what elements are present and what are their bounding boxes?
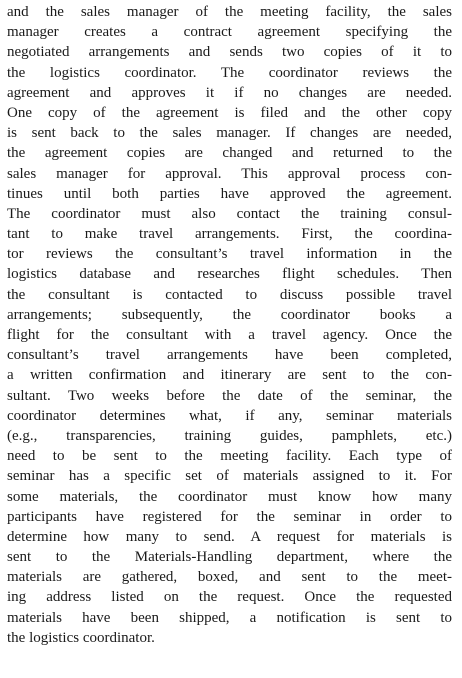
text-line: participants have registered for the seminar in order to <box>7 508 452 525</box>
text-line: consultant’s travel arrangements have been completed, <box>7 347 452 364</box>
text-line: the agreement copies are changed and returned to the <box>7 145 452 162</box>
text-line: tor reviews the consultant’s travel information in the <box>7 246 452 263</box>
text-line: sent to the Materials-Handling department, where the <box>7 549 452 566</box>
text-line: materials are gathered, boxed, and sent to the meet- <box>7 569 452 586</box>
text-line: One copy of the agreement is filed and the other copy <box>7 104 452 121</box>
text-line: sales manager for approval. This approval process con- <box>7 165 452 182</box>
text-line: the consultant is contacted to discuss possible travel <box>7 286 452 303</box>
text-line: ing address listed on the request. Once the requested <box>7 589 452 606</box>
text-line: seminar has a specific set of materials assigned to it. For <box>7 468 452 485</box>
text-line: coordinator determines what, if any, seminar materials <box>7 407 452 424</box>
text-line: agreement and approves it if no changes are needed. <box>7 84 452 101</box>
text-line: the logistics coordinator. <box>7 629 155 646</box>
text-line: need to be sent to the meeting facility. Each type of <box>7 448 452 465</box>
body-paragraph <box>7 2 452 648</box>
text-line: determine how many to send. A request for materials is <box>7 528 452 545</box>
text-line: and the sales manager of the meeting facility, the sales <box>7 4 452 20</box>
text-line: the logistics coordinator. The coordinator reviews the <box>7 64 452 81</box>
text-line: some materials, the coordinator must know how many <box>7 488 452 505</box>
text-line: sultant. Two weeks before the date of the seminar, the <box>7 387 452 404</box>
text-line: a written confirmation and itinerary are sent to the con- <box>7 367 452 384</box>
text-line: manager creates a contract agreement specifying the <box>7 24 452 41</box>
text-line: is sent back to the sales manager. If changes are needed, <box>7 125 452 142</box>
text-line: tinues until both parties have approved the agreement. <box>7 185 452 202</box>
text-line: logistics database and researches flight schedules. Then <box>7 266 452 283</box>
text-line: negotiated arrangements and sends two copies of it to <box>7 44 452 61</box>
text-line: materials have been shipped, a notification is sent to <box>7 609 452 626</box>
text-line: flight for the consultant with a travel agency. Once the <box>7 327 452 343</box>
text-line: The coordinator must also contact the training consul- <box>7 205 452 222</box>
text-line: tant to make travel arrangements. First, the coordina- <box>7 226 452 243</box>
text-line: (e.g., transparencies, training guides, pamphlets, etc.) <box>7 427 452 444</box>
text-line: arrangements; subsequently, the coordinator books a <box>7 306 452 323</box>
